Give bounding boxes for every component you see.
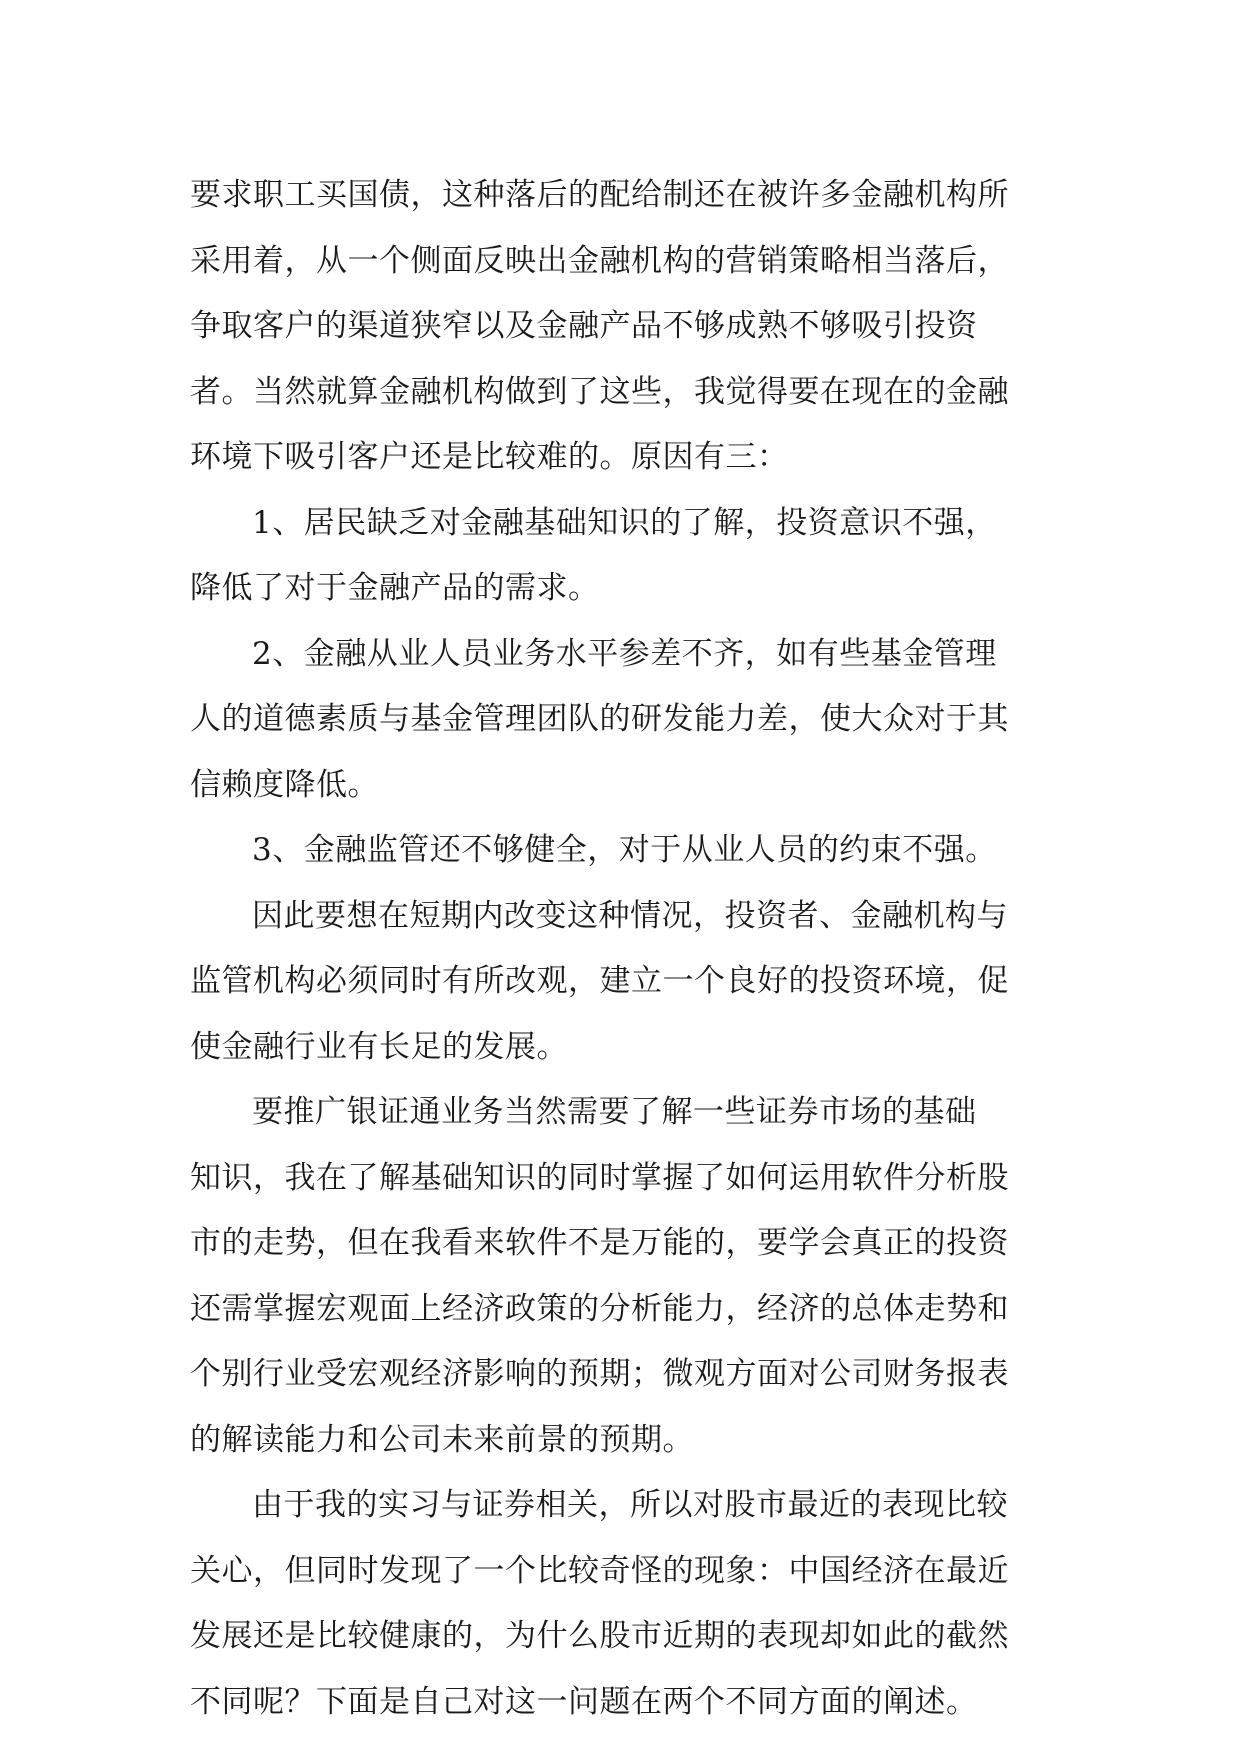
paragraph-line: 3、金融监管还不够健全，对于从业人员的约束不强。 [252, 832, 997, 868]
paragraph-line: 者。当然就算金融机构做到了这些，我觉得要在现在的金融 [190, 373, 1009, 410]
paragraph-line: 争取客户的渠道狭窄以及金融产品不够成熟不够吸引投资 [190, 308, 978, 344]
paragraph [190, 163, 1060, 491]
paragraph-line: 关心，但同时发现了一个比较奇怪的现象：中国经济在最近 [190, 1552, 1009, 1589]
paragraph-line: 的解读能力和公司未来前景的预期。 [190, 1421, 694, 1458]
paragraph [190, 622, 1060, 819]
paragraph-line: 因此要想在短期内改变这种情况，投资者、金融机构与 [252, 897, 1008, 934]
paragraph-line: 市的走势，但在我看来软件不是万能的，要学会真正的投资 [190, 1225, 1009, 1261]
paragraph-line: 由于我的实习与证券相关，所以对股市最近的表现比较 [252, 1487, 1008, 1523]
paragraph-line: 不同呢？下面是自己对这一问题在两个不同方面的阐述。 [190, 1683, 978, 1720]
paragraph [190, 491, 1060, 622]
paragraph-line: 要推广银证通业务当然需要了解一些证券市场的基础 [252, 1094, 977, 1130]
paragraph-line: 发展还是比较健康的，为什么股市近期的表现却如此的截然 [190, 1618, 1009, 1654]
paragraph-line: 使金融行业有长足的发展。 [190, 1028, 568, 1065]
paragraph [190, 1473, 1060, 1735]
paragraph-line: 监管机构必须同时有所改观，建立一个良好的投资环境，促 [190, 963, 1009, 999]
paragraph-line: 2、金融从业人员业务水平参差不齐，如有些基金管理 [252, 635, 997, 672]
paragraph-line: 还需掌握宏观面上经济政策的分析能力，经济的总体走势和 [190, 1290, 1009, 1327]
paragraph-line: 人的道德素质与基金管理团队的研发能力差，使大众对于其 [190, 701, 1009, 737]
paragraph-line: 个别行业受宏观经济影响的预期；微观方面对公司财务报表 [190, 1356, 1009, 1392]
paragraph [190, 884, 1060, 1081]
paragraph [190, 1080, 1060, 1473]
paragraph-line: 要求职工买国债，这种落后的配给制还在被许多金融机构所 [190, 177, 1009, 213]
paragraph-line: 环境下吸引客户还是比较难的。原因有三： [190, 439, 789, 475]
paragraph-line: 信赖度降低。 [190, 766, 379, 803]
paragraph [190, 818, 1060, 884]
paragraph-line: 1、居民缺乏对金融基础知识的了解，投资意识不强， [252, 504, 997, 541]
document-body [190, 163, 1060, 1735]
paragraph-line: 采用着，从一个侧面反映出金融机构的营销策略相当落后， [190, 242, 1009, 279]
paragraph-line: 降低了对于金融产品的需求。 [190, 570, 600, 606]
paragraph-line: 知识，我在了解基础知识的同时掌握了如何运用软件分析股 [190, 1159, 1009, 1196]
